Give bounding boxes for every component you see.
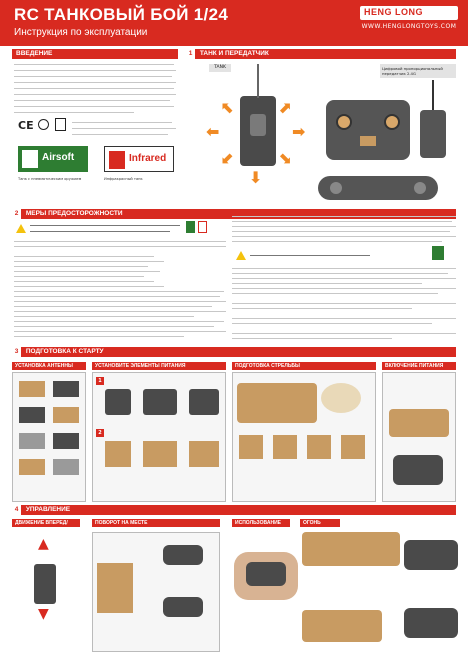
section-transmitter-title: ТАНК И ПЕРЕДАТЧИК [199, 50, 269, 57]
airsoft-badge [18, 146, 88, 172]
ce-mark: CE [18, 119, 34, 132]
control-fire-bar: ОГОНЬ [300, 519, 340, 527]
airsoft-mini-icon [186, 221, 195, 233]
section-number-2: 2 [12, 209, 21, 219]
transmitter-fire-view-1 [404, 540, 458, 570]
step-shooting-panel [232, 372, 376, 502]
tank-label: TANK [209, 64, 231, 72]
arrow-left-down-icon: ⬋ [221, 148, 235, 167]
section-prepare-title: ПОДГОТОВКА К СТАРТУ [25, 348, 104, 355]
left-stick-icon [336, 114, 352, 130]
page-subtitle: Инструкция по эксплуатации [14, 27, 148, 38]
section-safety-bar [12, 209, 456, 219]
section-control-title: УПРАВЛЕНИЕ [25, 506, 71, 513]
tank-barrel [257, 64, 259, 98]
arrow-left-icon: ⬅ [206, 122, 220, 141]
tank-top-view [240, 96, 276, 166]
logo-url: WWW.HENGLONGTOYS.COM [361, 23, 457, 30]
control-turn-bar: ПОВОРОТ НА МЕСТЕ [92, 519, 220, 527]
section-number-3: 3 [12, 347, 21, 357]
warning-icon [16, 224, 26, 233]
airsoft-mini-icon-2 [432, 246, 444, 260]
infrared-label: Infrared [129, 153, 167, 164]
step-power-panel [382, 372, 456, 502]
arrow-right-icon: ➡ [292, 122, 306, 141]
knob-right-icon [414, 182, 426, 194]
transmitter-front [326, 100, 410, 160]
page-title: RC ТАНКОВЫЙ БОЙ 1/24 [14, 5, 229, 24]
arrow-right-up-icon: ⬈ [278, 98, 292, 117]
tank-drive-view [34, 564, 56, 604]
airsoft-label: Airsoft [42, 152, 75, 163]
warning-icon-2 [236, 251, 246, 260]
step-antenna-bar: УСТАНОВКА АНТЕННЫ [12, 362, 86, 370]
airsoft-tank-icon [22, 150, 38, 168]
section-safety-title: МЕРЫ ПРЕДОСТОРОЖНОСТИ [25, 210, 123, 217]
step-number: 2 [96, 429, 104, 437]
transmitter-bottom-view [318, 176, 438, 200]
arrow-back-icon: ▼ [38, 606, 49, 622]
transmitter-panel [360, 136, 376, 146]
logo-mark: HENG LONG [360, 6, 458, 20]
step-antenna-panel [12, 372, 86, 502]
brand-logo [360, 6, 458, 34]
tank-fire-view-2 [302, 610, 382, 642]
step-battery-panel [92, 372, 226, 502]
infrared-caption: Инфракрасный танк [104, 177, 143, 181]
section-transmitter-bar [186, 49, 456, 59]
section-prepare-bar [12, 347, 456, 357]
transmitter-label: Цифровой пропорциональный передатчик 2.4G [380, 64, 456, 78]
knob-left-icon [330, 182, 342, 194]
step-shooting-bar: ПОДГОТОВКА СТРЕЛЬБЫ [232, 362, 376, 370]
transmitter-fire-view-2 [404, 608, 458, 638]
turret [250, 114, 266, 136]
right-stick-icon [384, 114, 400, 130]
section-number-1: 1 [186, 49, 195, 59]
step-power-bar: ВКЛЮЧЕНИЕ ПИТАНИЯ [382, 362, 456, 370]
infrared-badge [104, 146, 174, 172]
section-intro-title: ВВЕДЕНИЕ [16, 50, 53, 57]
infrared-mini-icon [198, 221, 207, 233]
control-transmitter-bar: ИСПОЛЬЗОВАНИЕ ПЕРЕДАТЧИКА [232, 519, 290, 527]
tank-fire-view-1 [302, 532, 400, 566]
arrow-forward-icon: ▲ [38, 536, 49, 552]
arrow-right-down-icon: ⬊ [278, 148, 292, 167]
step-number: 1 [96, 377, 104, 385]
control-drive-bar: ДВИЖЕНИЕ ВПЕРЕД/НАЗАД [12, 519, 80, 527]
section-intro-bar [12, 49, 178, 59]
hands-icon [234, 552, 298, 600]
airsoft-caption: Танк с пневматическим оружием [18, 177, 82, 181]
infrared-tank-icon [109, 151, 125, 169]
transmitter-side [420, 110, 446, 158]
step-battery-bar: УСТАНОВИТЕ ЭЛЕМЕНТЫ ПИТАНИЯ [92, 362, 226, 370]
section-number-4: 4 [12, 505, 21, 515]
bin-icon [55, 118, 66, 131]
page-header [0, 0, 468, 46]
arrow-down-icon: ⬇ [249, 168, 263, 187]
section-control-bar [12, 505, 456, 515]
antenna [432, 80, 434, 110]
arrow-left-up-icon: ⬉ [221, 98, 235, 117]
recycle-icon [38, 119, 49, 130]
control-turn-panel [92, 532, 220, 652]
